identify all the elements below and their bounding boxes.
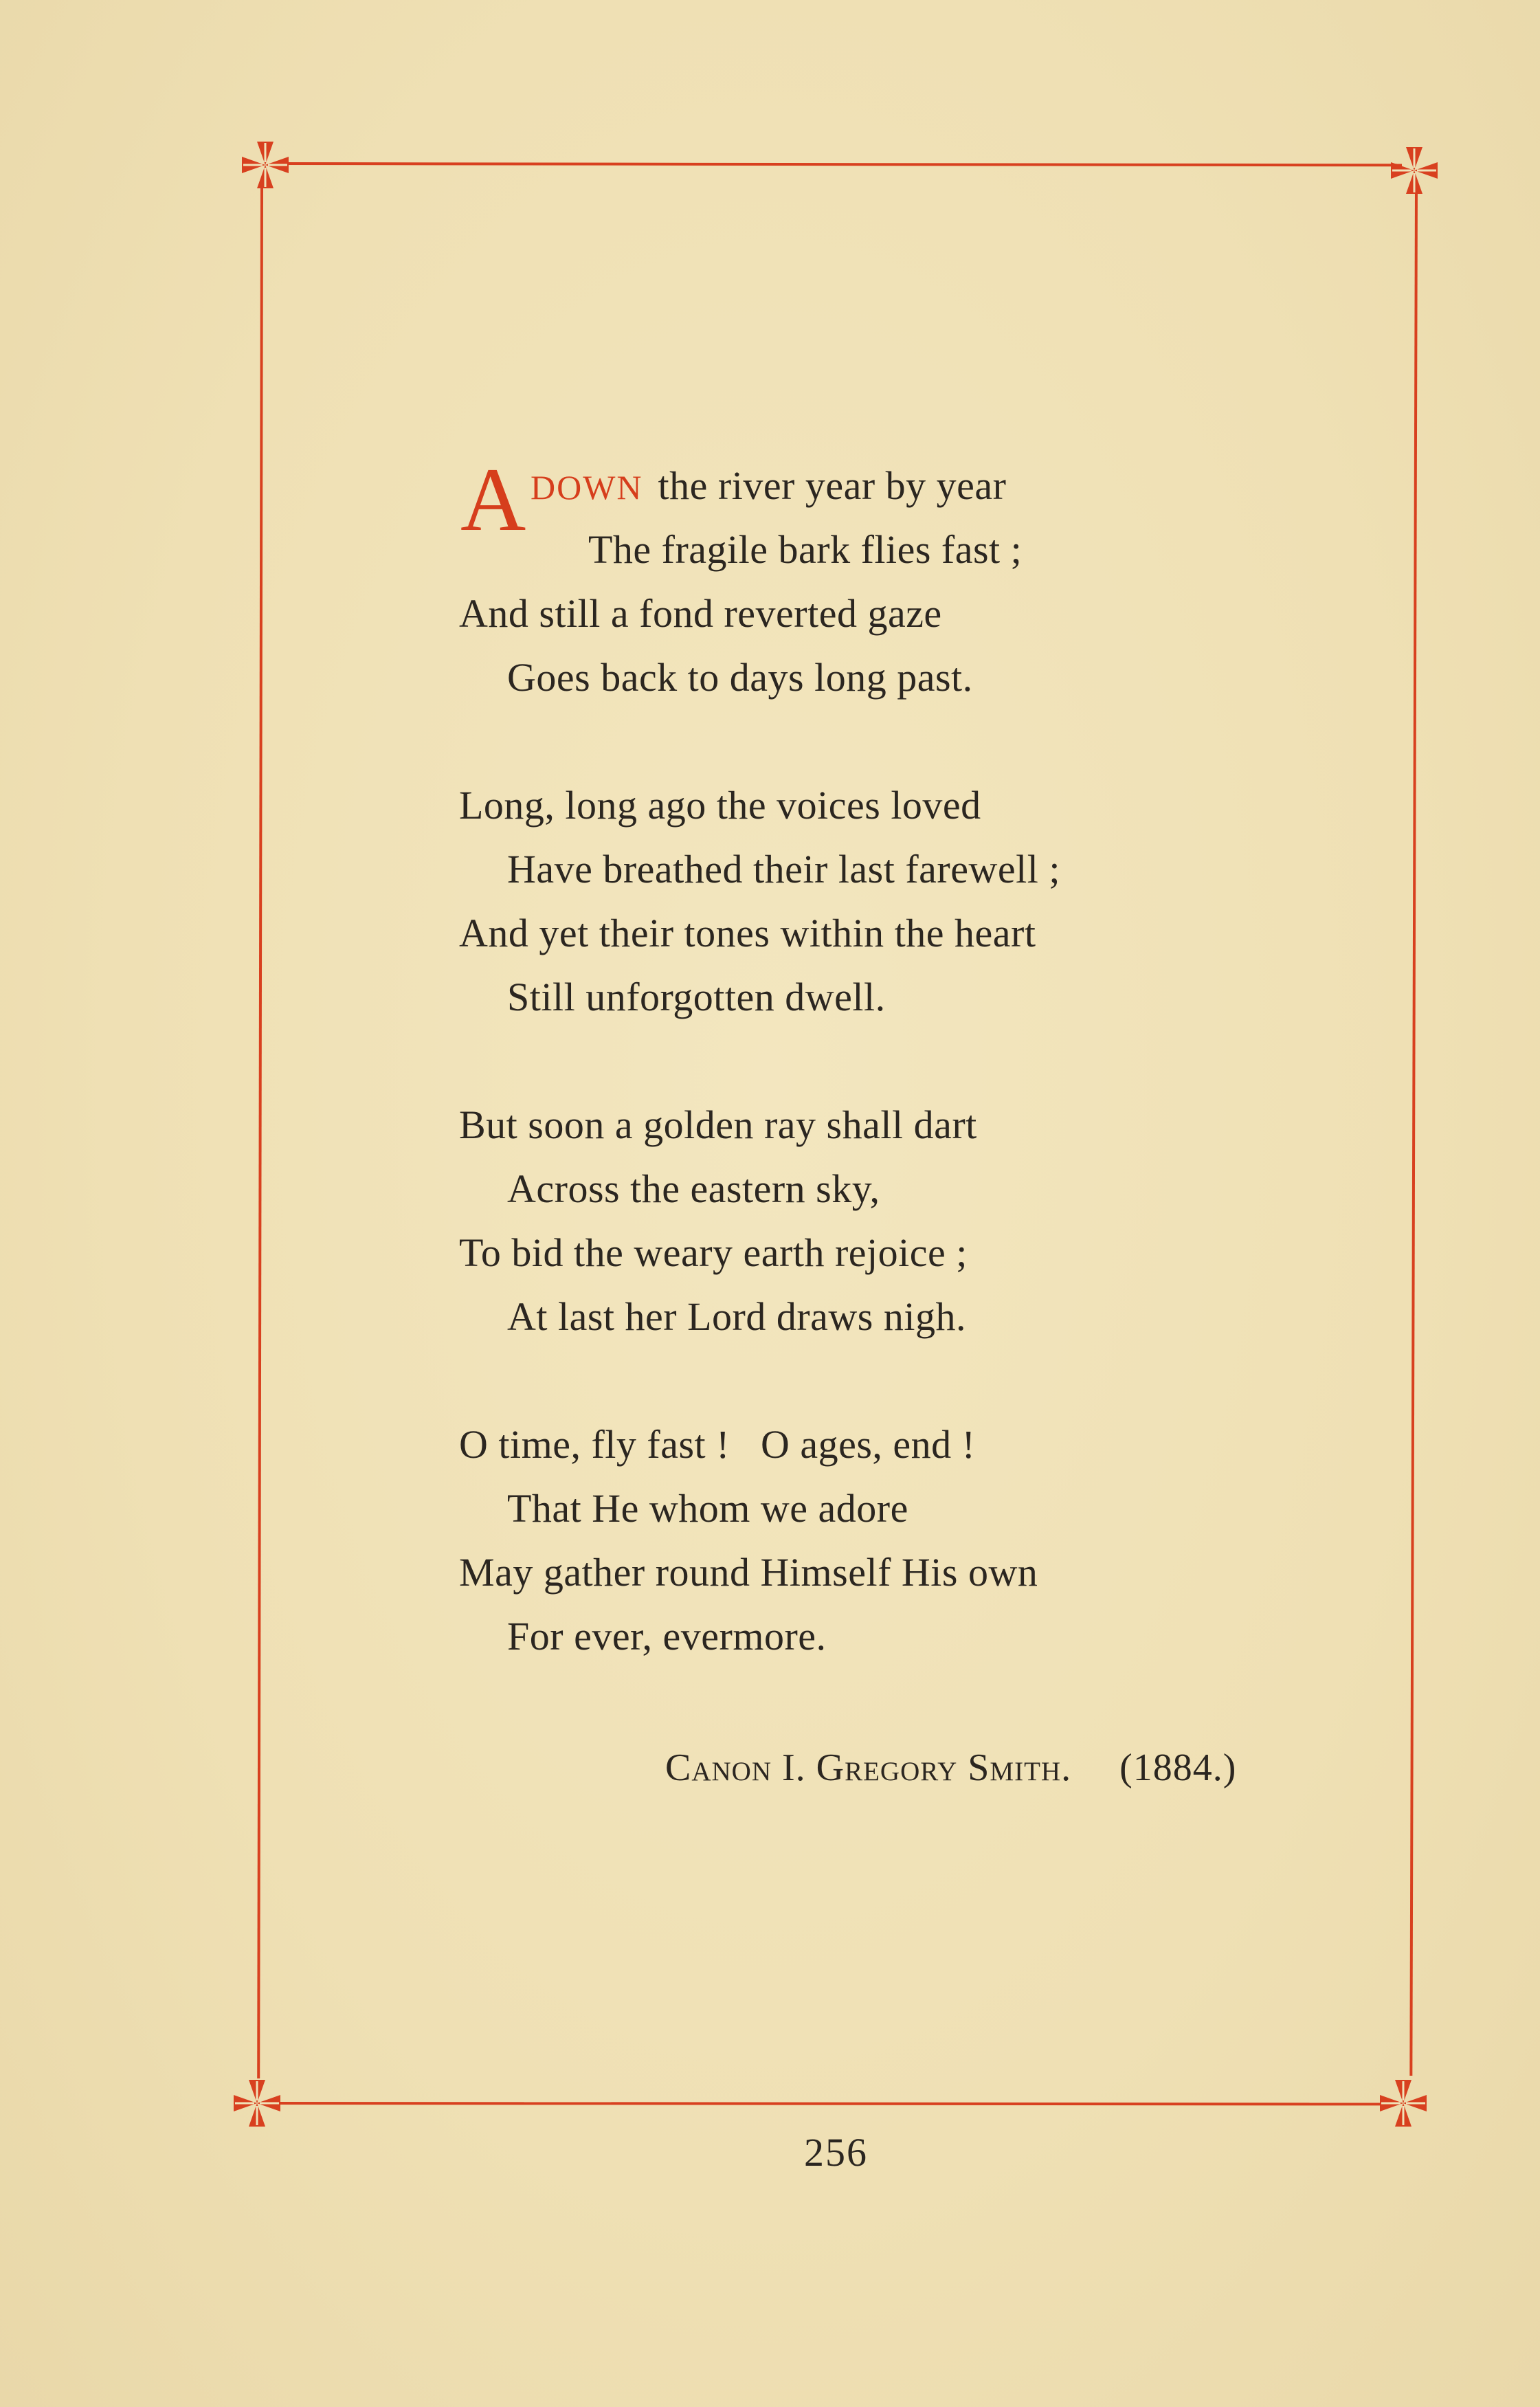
poem-line: May gather round Himself His own (459, 1550, 1038, 1595)
poem-line: Still unforgotten dwell. (507, 975, 886, 1019)
maltese-cross-icon (1387, 143, 1442, 198)
poem-line: O time, fly fast ! O ages, end ! (459, 1422, 976, 1467)
poem-line: Goes back to days long past. (507, 655, 973, 700)
frame-bottom-rule (275, 2102, 1392, 2105)
poem-line: Have breathed their last farewell ; (507, 847, 1060, 891)
first-word: DOWN (531, 468, 643, 507)
frame-top-rule (282, 162, 1402, 166)
maltese-cross-icon (230, 2076, 284, 2131)
poem-line: DOWN the river year by year (531, 463, 1007, 508)
frame-left-rule (257, 187, 263, 2078)
author-name: Canon I. Gregory Smith. (665, 1746, 1072, 1789)
drop-cap: A (460, 449, 526, 550)
poem-line: And still a fond reverted gaze (459, 591, 942, 636)
publication-year: (1884.) (1119, 1746, 1237, 1789)
poem-line: To bid the weary earth rejoice ; (459, 1230, 968, 1275)
poem-line: The fragile bark flies fast ; (588, 527, 1023, 572)
poem-line: At last her Lord draws nigh. (507, 1294, 966, 1339)
stanza (459, 449, 1352, 709)
stanza (459, 773, 1352, 1029)
attribution (665, 1746, 1236, 1790)
poem-line: For ever, evermore. (507, 1614, 827, 1659)
stanza (459, 1093, 1352, 1349)
poem-line: That He whom we adore (507, 1486, 908, 1531)
poem-line: Long, long ago the voices loved (459, 783, 981, 828)
poem-line: And yet their tones within the heart (459, 911, 1036, 955)
poem-line: But soon a golden ray shall dart (459, 1102, 977, 1147)
page-number: 256 (804, 2130, 868, 2175)
poem (459, 449, 1352, 1732)
poem-line: Across the eastern sky, (507, 1166, 880, 1211)
maltese-cross-icon (238, 137, 293, 192)
frame-right-rule (1409, 189, 1418, 2076)
maltese-cross-icon (1376, 2076, 1431, 2131)
stanza (459, 1412, 1352, 1668)
